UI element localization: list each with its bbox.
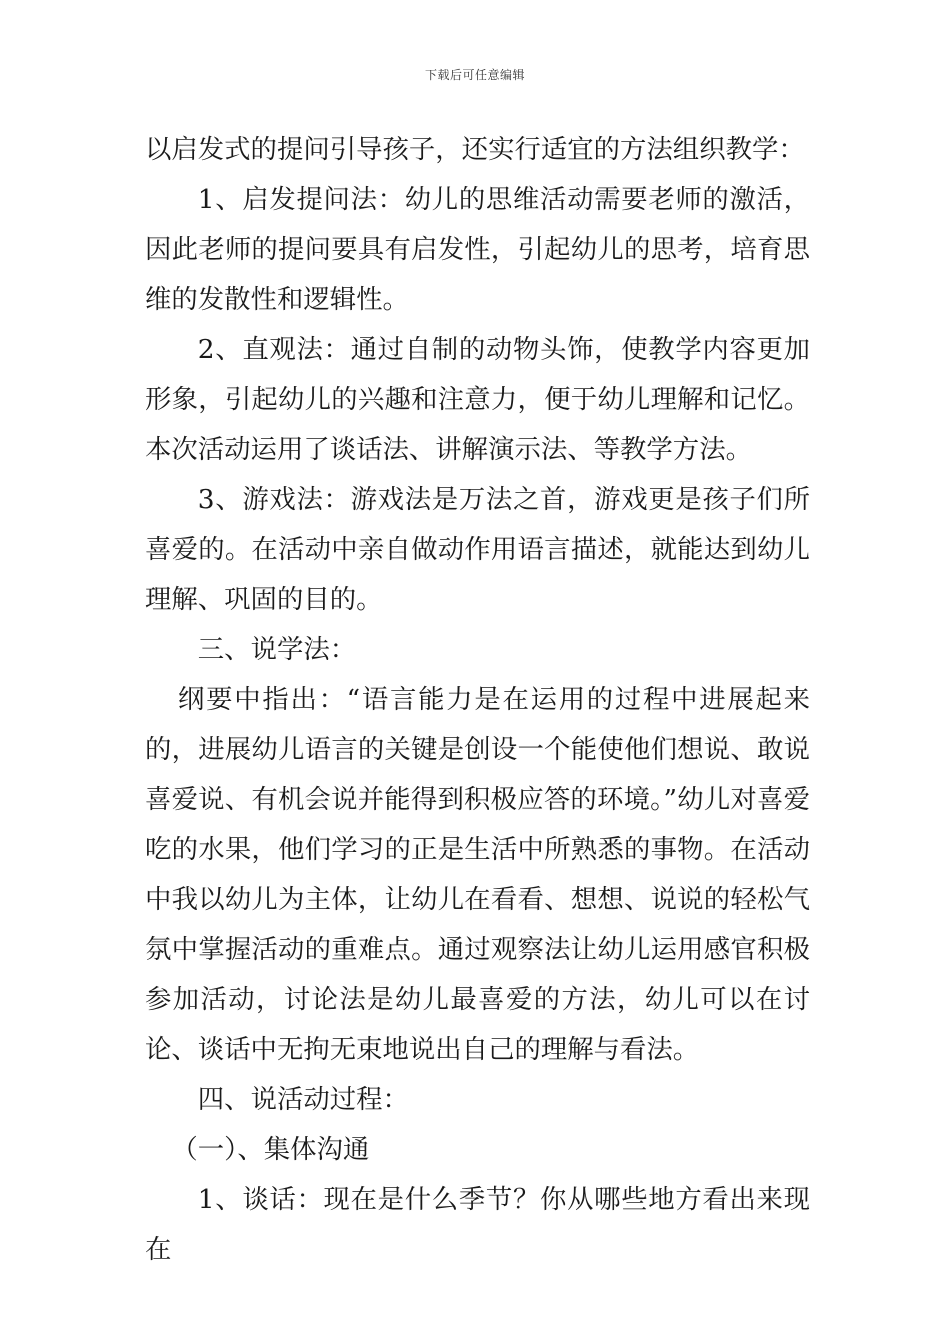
subsection-heading-group-communication: （一）、集体沟通 — [171, 1134, 370, 1165]
page-header: 下载后可任意编辑 — [424, 68, 525, 82]
paragraph-outline-quote: 纲要中指出：“语言能力是在运用的过程中进展起来的，进展幼儿语言的关键是创设一个能使他们想说、敢说喜爱说、有机会说并能得到积极应答的环境。”幼儿对喜爱吃的水果，他们学习的正是生活中所熟悉的事物。在活动中我以幼儿为主体，让幼儿在看看、想想、说说的轻松气氛中掌握活动的重难点。通过观察法让幼儿运用感官积极参加活动，讨论法是幼儿最喜爱的方法，幼儿可以在讨论、谈话中无拘无束地说出自己的理解与看法。 — [145, 684, 810, 1065]
paragraph-teaching-methods-intro: 以启发式的提问引导孩子，还实行适宜的方法组织教学： — [145, 134, 805, 165]
paragraph-conversation: 1、谈话：现在是什么季节？你从哪些地方看出来现在 — [145, 1184, 810, 1265]
paragraph-method-2: 2、直观法：通过自制的动物头饰，使教学内容更加形象，引起幼儿的兴趣和注意力，便于幼儿理解和记忆。本次活动运用了谈话法、讲解演示法、等教学方法。 — [145, 334, 810, 465]
section-heading-learning-methods: 三、说学法： — [197, 634, 357, 665]
paragraph-method-1: 1、启发提问法：幼儿的思维活动需要老师的激活，因此老师的提问要具有启发性，引起幼儿的思考，培育思维的发散性和逻辑性。 — [145, 184, 810, 315]
document-body — [145, 125, 810, 1275]
paragraph-method-3: 3、游戏法：游戏法是万法之首，游戏更是孩子们所喜爱的。在活动中亲自做动作用语言描述，就能达到幼儿理解、巩固的目的。 — [145, 484, 810, 615]
section-heading-activity-process: 四、说活动过程： — [197, 1084, 409, 1115]
